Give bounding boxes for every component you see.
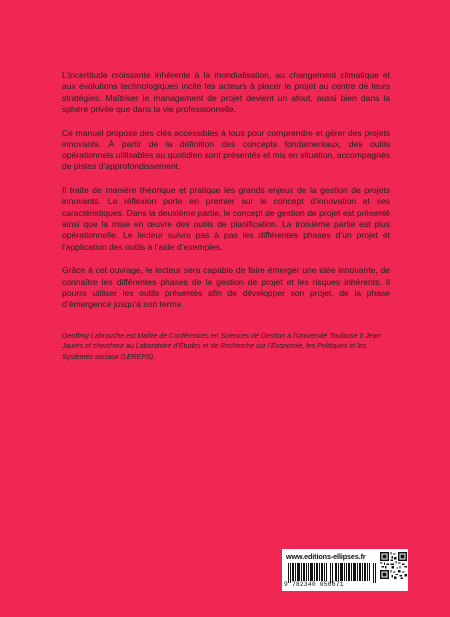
barcode-label bbox=[282, 549, 408, 591]
barcode-icon bbox=[288, 563, 376, 583]
qr-code-icon bbox=[380, 552, 407, 579]
blurb bbox=[62, 70, 390, 323]
blurb-paragraph-4: Grâce à cet ouvrage, le lecteur sera capable de faire émerger une idée innovante, de connaître les différentes phases de la gestion de projet et les risques inhérents. Il pourra utiliser les outils présentés afin de développer son projet, de la phase d’émergence jusqu’à son terme. bbox=[62, 265, 390, 310]
blurb-paragraph-2: Ce manuel propose des clés accessibles à tous pour comprendre et gérer des projets innovants. À partir de la définition des concepts fondamentaux, des outils opérationnels utilisables au quotidien sont présentés et mis en situation, accompagnés de pistes d’approfondissement. bbox=[62, 127, 390, 172]
isbn-number: 9 782340 056671 bbox=[284, 581, 344, 588]
author-bio: Geoffroy Labrouche est Maître de Conférences en Sciences de Gestion à l’Université Toulouse II Jean Jaurès et chercheur au Laboratoire d’Études et de Recherche sur l’Économie, les Politiques et les Systèmes sociaux (LEREPS). bbox=[62, 332, 381, 361]
blurb-paragraph-1: L’incertitude croissante inhérente à la mondialisation, au changement climatique et aux évolutions technologiques incite les acteurs à placer le projet au centre de leurs stratégies. Maîtriser le management de projet devient un atout, aussi bien dans la sphère privée que dans la vie professionnelle. bbox=[62, 70, 390, 114]
publisher-website: www.editions-ellipses.fr bbox=[286, 552, 366, 561]
blurb-paragraph-3: Il traite de manière théorique et pratique les grands enjeux de la gestion de projets innovants. La réflexion porte en premier sur le concept d’innovation et ses caractéristiques. Dans la deuxième partie, le concept de gestion de projet est présenté ainsi que la mise en œuvre des outils de planification. La troisième partie est plus opérationnelle. Le lecteur suivra pas à pas les différentes phases d’un projet et l’application des outils à l’aide d’exemples. bbox=[62, 185, 390, 252]
